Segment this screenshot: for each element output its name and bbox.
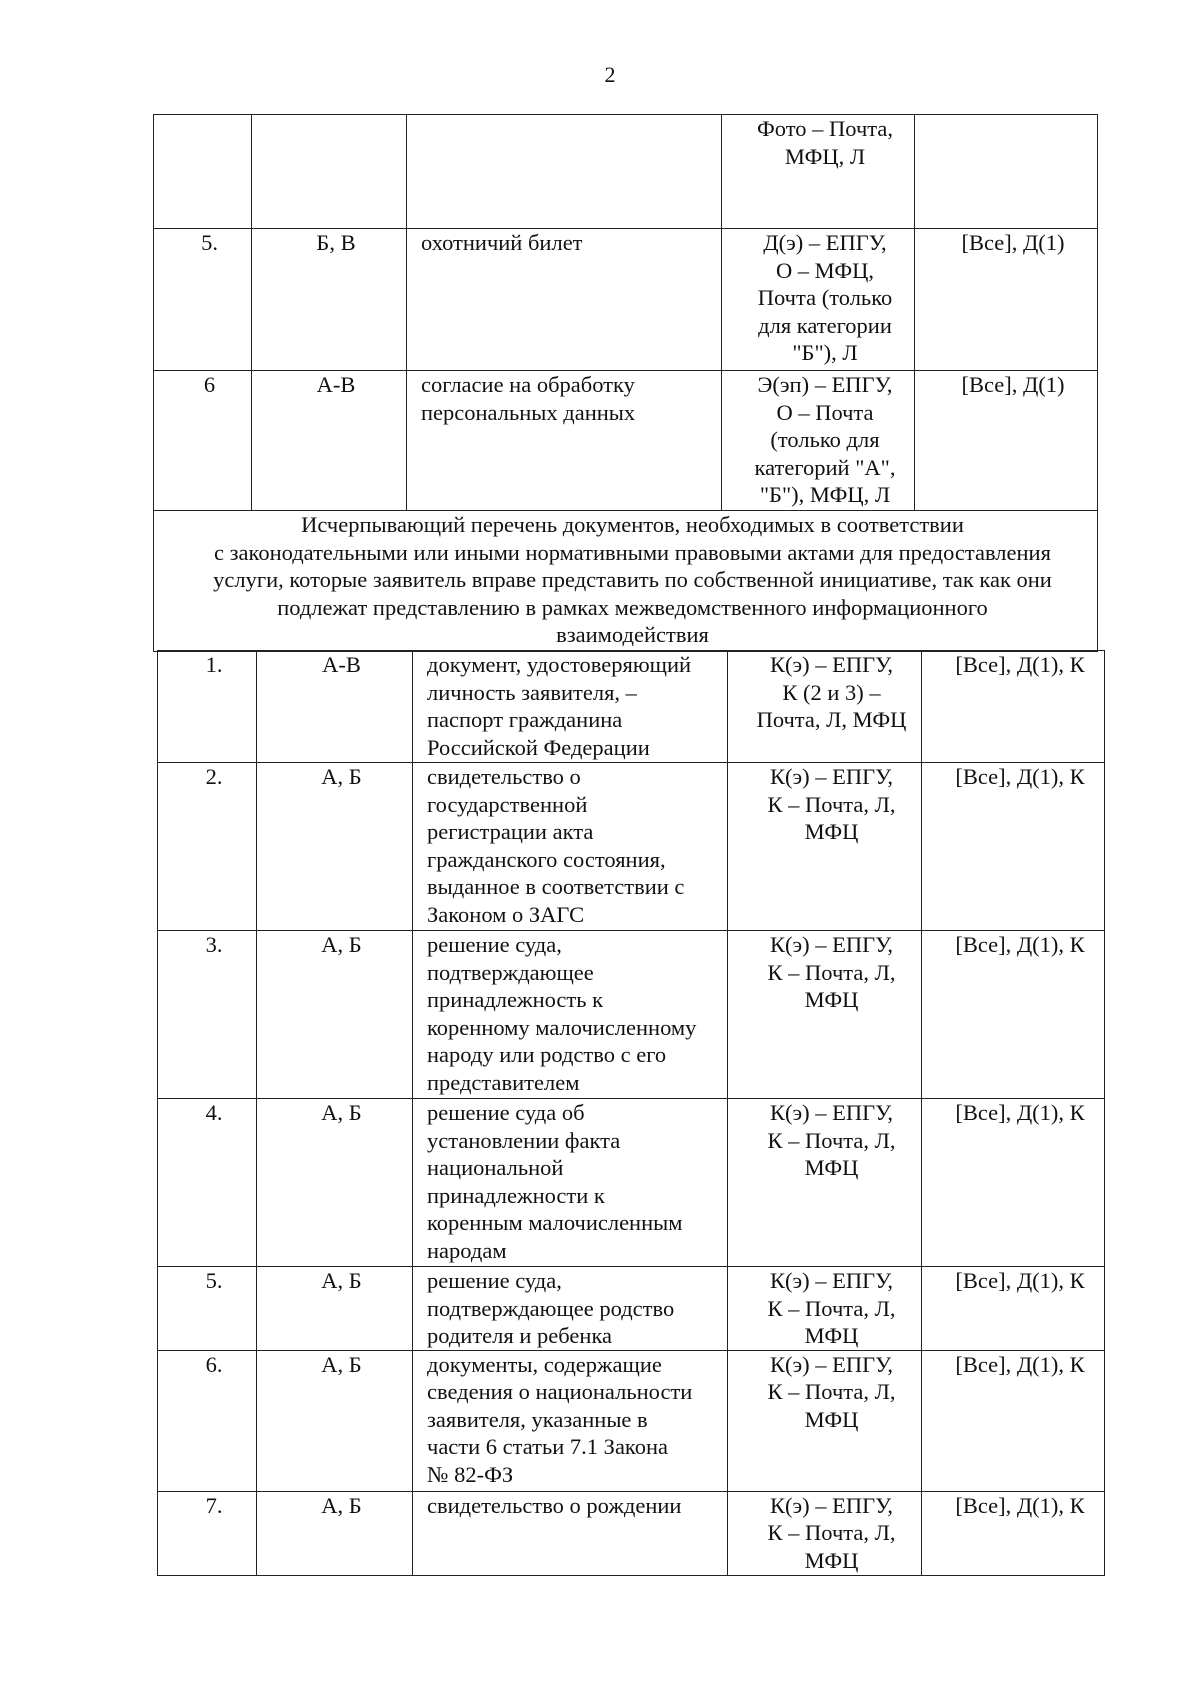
table-row: [154, 371, 1098, 511]
table-row: [154, 229, 1098, 371]
method-line: К(э) – ЕПГУ,: [769, 1100, 894, 1125]
name-line: установлении факта: [427, 1127, 621, 1153]
table-row: [158, 763, 1105, 931]
document-name-cell: [413, 1099, 728, 1267]
section-header-line: подлежат представлению в рамках межведомственного информационного: [277, 594, 988, 620]
name-line: регистрации акта: [427, 819, 594, 844]
name-line: принадлежность к: [427, 987, 604, 1012]
name-line: национальной: [427, 1155, 564, 1180]
submission-method-cell: [722, 371, 915, 511]
category-cell: А, Б: [257, 1099, 413, 1267]
row-number-cell: 7.: [158, 1491, 257, 1575]
category-cell: А, Б: [257, 1491, 413, 1575]
submission-method-cell: [728, 1099, 922, 1267]
document-name-cell: [413, 1491, 728, 1575]
section-header-line: услуги, которые заявитель вправе представить по собственной инициативе, так как они: [213, 567, 1052, 592]
method-line: МФЦ: [804, 1547, 859, 1573]
table-row: [158, 1267, 1105, 1351]
conditions-cell: [Все], Д(1), К: [922, 931, 1105, 1099]
method-line: К(э) – ЕПГУ,: [769, 652, 894, 677]
name-line: решение суда,: [427, 1268, 562, 1293]
method-line: МФЦ, Л: [784, 143, 866, 169]
method-line: Д(э) – ЕПГУ,: [763, 230, 887, 255]
document-name-cell: [413, 763, 728, 931]
submission-method-cell: [728, 931, 922, 1099]
document-name-cell: [407, 115, 722, 229]
submission-method-cell: [728, 763, 922, 931]
method-line: Почта (только: [757, 285, 893, 310]
category-cell: Б, В: [252, 229, 407, 371]
method-line: К(э) – ЕПГУ,: [769, 1492, 894, 1518]
category-cell: А-В: [252, 371, 407, 511]
row-number-cell: 6: [154, 371, 252, 511]
name-line: гражданского состояния,: [427, 846, 666, 872]
method-line: "Б"), МФЦ, Л: [759, 482, 891, 507]
method-line: Фото – Почта,: [757, 116, 893, 141]
row-number-cell: 5.: [154, 229, 252, 371]
category-cell: А, Б: [257, 1267, 413, 1351]
row-number-cell: 6.: [158, 1350, 257, 1491]
submission-method-cell: [728, 1267, 922, 1351]
submission-method-cell: [722, 229, 915, 371]
name-line: решение суда,: [427, 932, 562, 957]
conditions-cell: [Все], Д(1), К: [922, 1491, 1105, 1575]
method-line: (только для: [770, 427, 880, 452]
section-header-row: [154, 511, 1098, 652]
method-line: Почта, Л, МФЦ: [756, 707, 907, 732]
name-line: коренному малочисленному: [427, 1014, 697, 1040]
table-row: [158, 931, 1105, 1099]
method-line: К(э) – ЕПГУ,: [769, 1351, 894, 1377]
conditions-cell: [Все], Д(1), К: [922, 1267, 1105, 1351]
submission-method-cell: [728, 1491, 922, 1575]
category-cell: А, Б: [257, 931, 413, 1099]
method-line: К – Почта, Л,: [767, 1520, 896, 1545]
method-line: МФЦ: [804, 1406, 859, 1432]
method-line: Э(эп) – ЕПГУ,: [757, 372, 893, 397]
row-number-cell: [154, 115, 252, 229]
category-cell: [252, 115, 407, 229]
document-name-cell: [413, 1267, 728, 1351]
name-line: согласие на обработку: [421, 372, 635, 397]
method-line: "Б"), Л: [792, 340, 858, 365]
category-cell: А-В: [257, 651, 413, 763]
name-line: паспорт гражданина: [427, 707, 623, 732]
name-line: подтверждающее родство: [427, 1295, 675, 1321]
section-header-line: с законодательными или иными нормативными правовыми актами для предоставления: [214, 539, 1051, 565]
name-line: № 82-ФЗ: [427, 1461, 514, 1487]
name-line: Российской Федерации: [427, 734, 650, 760]
name-line: принадлежности к: [427, 1182, 605, 1208]
document-name-cell: [413, 651, 728, 763]
documents-table-bottom: [157, 650, 1105, 1576]
name-line: персональных данных: [421, 399, 636, 425]
method-line: МФЦ: [804, 987, 859, 1012]
method-line: для категории: [758, 312, 892, 338]
name-line: части 6 статьи 7.1 Закона: [427, 1434, 668, 1459]
method-line: К(э) – ЕПГУ,: [769, 1268, 894, 1293]
name-line: личность заявителя, –: [427, 679, 637, 705]
name-line: государственной: [427, 791, 588, 817]
document-name-cell: [413, 931, 728, 1099]
name-line: заявителя, указанные в: [427, 1406, 648, 1432]
page-number: 2: [604, 62, 616, 87]
submission-method-cell: [728, 651, 922, 763]
category-cell: А, Б: [257, 763, 413, 931]
method-line: К – Почта, Л,: [767, 1379, 896, 1404]
method-line: К (2 и 3) –: [782, 679, 881, 705]
name-line: народам: [427, 1237, 507, 1263]
name-line: родителя и ребенка: [427, 1323, 613, 1348]
name-line: подтверждающее: [427, 959, 594, 985]
name-line: сведения о национальности: [427, 1379, 693, 1404]
conditions-cell: [915, 115, 1098, 229]
submission-method-cell: [722, 115, 915, 229]
method-line: К – Почта, Л,: [767, 959, 896, 985]
name-line: Законом о ЗАГС: [427, 901, 585, 927]
category-cell: А, Б: [257, 1350, 413, 1491]
conditions-cell: [Все], Д(1), К: [922, 1099, 1105, 1267]
table-row: [158, 651, 1105, 763]
section-header: [154, 511, 1098, 652]
section-header-line: взаимодействия: [556, 622, 709, 647]
name-line: свидетельство о рождении: [427, 1492, 682, 1518]
method-line: МФЦ: [804, 1323, 859, 1348]
submission-method-cell: [728, 1350, 922, 1491]
documents-table-top: [153, 114, 1098, 652]
section-header-line: Исчерпывающий перечень документов, необходимых в соответствии: [301, 512, 964, 537]
table-row: [158, 1099, 1105, 1267]
conditions-cell: [Все], Д(1), К: [922, 1350, 1105, 1491]
name-line: документ, удостоверяющий: [427, 652, 692, 677]
row-number-cell: 5.: [158, 1267, 257, 1351]
document-name-cell: [413, 1350, 728, 1491]
row-number-cell: 2.: [158, 763, 257, 931]
name-line: народу или родство с его: [427, 1042, 667, 1067]
name-line: выданное в соответствии с: [427, 874, 685, 899]
method-line: МФЦ: [804, 819, 859, 844]
conditions-cell: [Все], Д(1): [915, 229, 1098, 371]
document-name-cell: охотничий билет: [407, 229, 722, 371]
document-name-cell: [407, 371, 722, 511]
method-line: К – Почта, Л,: [767, 1127, 896, 1153]
method-line: МФЦ: [804, 1155, 859, 1180]
conditions-cell: [Все], Д(1): [915, 371, 1098, 511]
row-number-cell: 3.: [158, 931, 257, 1099]
conditions-cell: [Все], Д(1), К: [922, 651, 1105, 763]
row-number-cell: 1.: [158, 651, 257, 763]
table-row: [154, 115, 1098, 229]
table-row: [158, 1350, 1105, 1491]
conditions-cell: [Все], Д(1), К: [922, 763, 1105, 931]
name-line: решение суда об: [427, 1100, 585, 1125]
name-line: представителем: [427, 1069, 580, 1095]
method-line: К – Почта, Л,: [767, 791, 896, 817]
method-line: К(э) – ЕПГУ,: [769, 764, 894, 789]
method-line: К – Почта, Л,: [767, 1295, 896, 1321]
name-line: коренным малочисленным: [427, 1210, 683, 1235]
method-line: К(э) – ЕПГУ,: [769, 932, 894, 957]
row-number-cell: 4.: [158, 1099, 257, 1267]
name-line: свидетельство о: [427, 764, 581, 789]
method-line: О – МФЦ,: [775, 257, 875, 283]
method-line: категорий "А",: [754, 454, 896, 480]
name-line: документы, содержащие: [427, 1351, 662, 1377]
method-line: О – Почта: [776, 399, 874, 425]
table-row: [158, 1491, 1105, 1575]
